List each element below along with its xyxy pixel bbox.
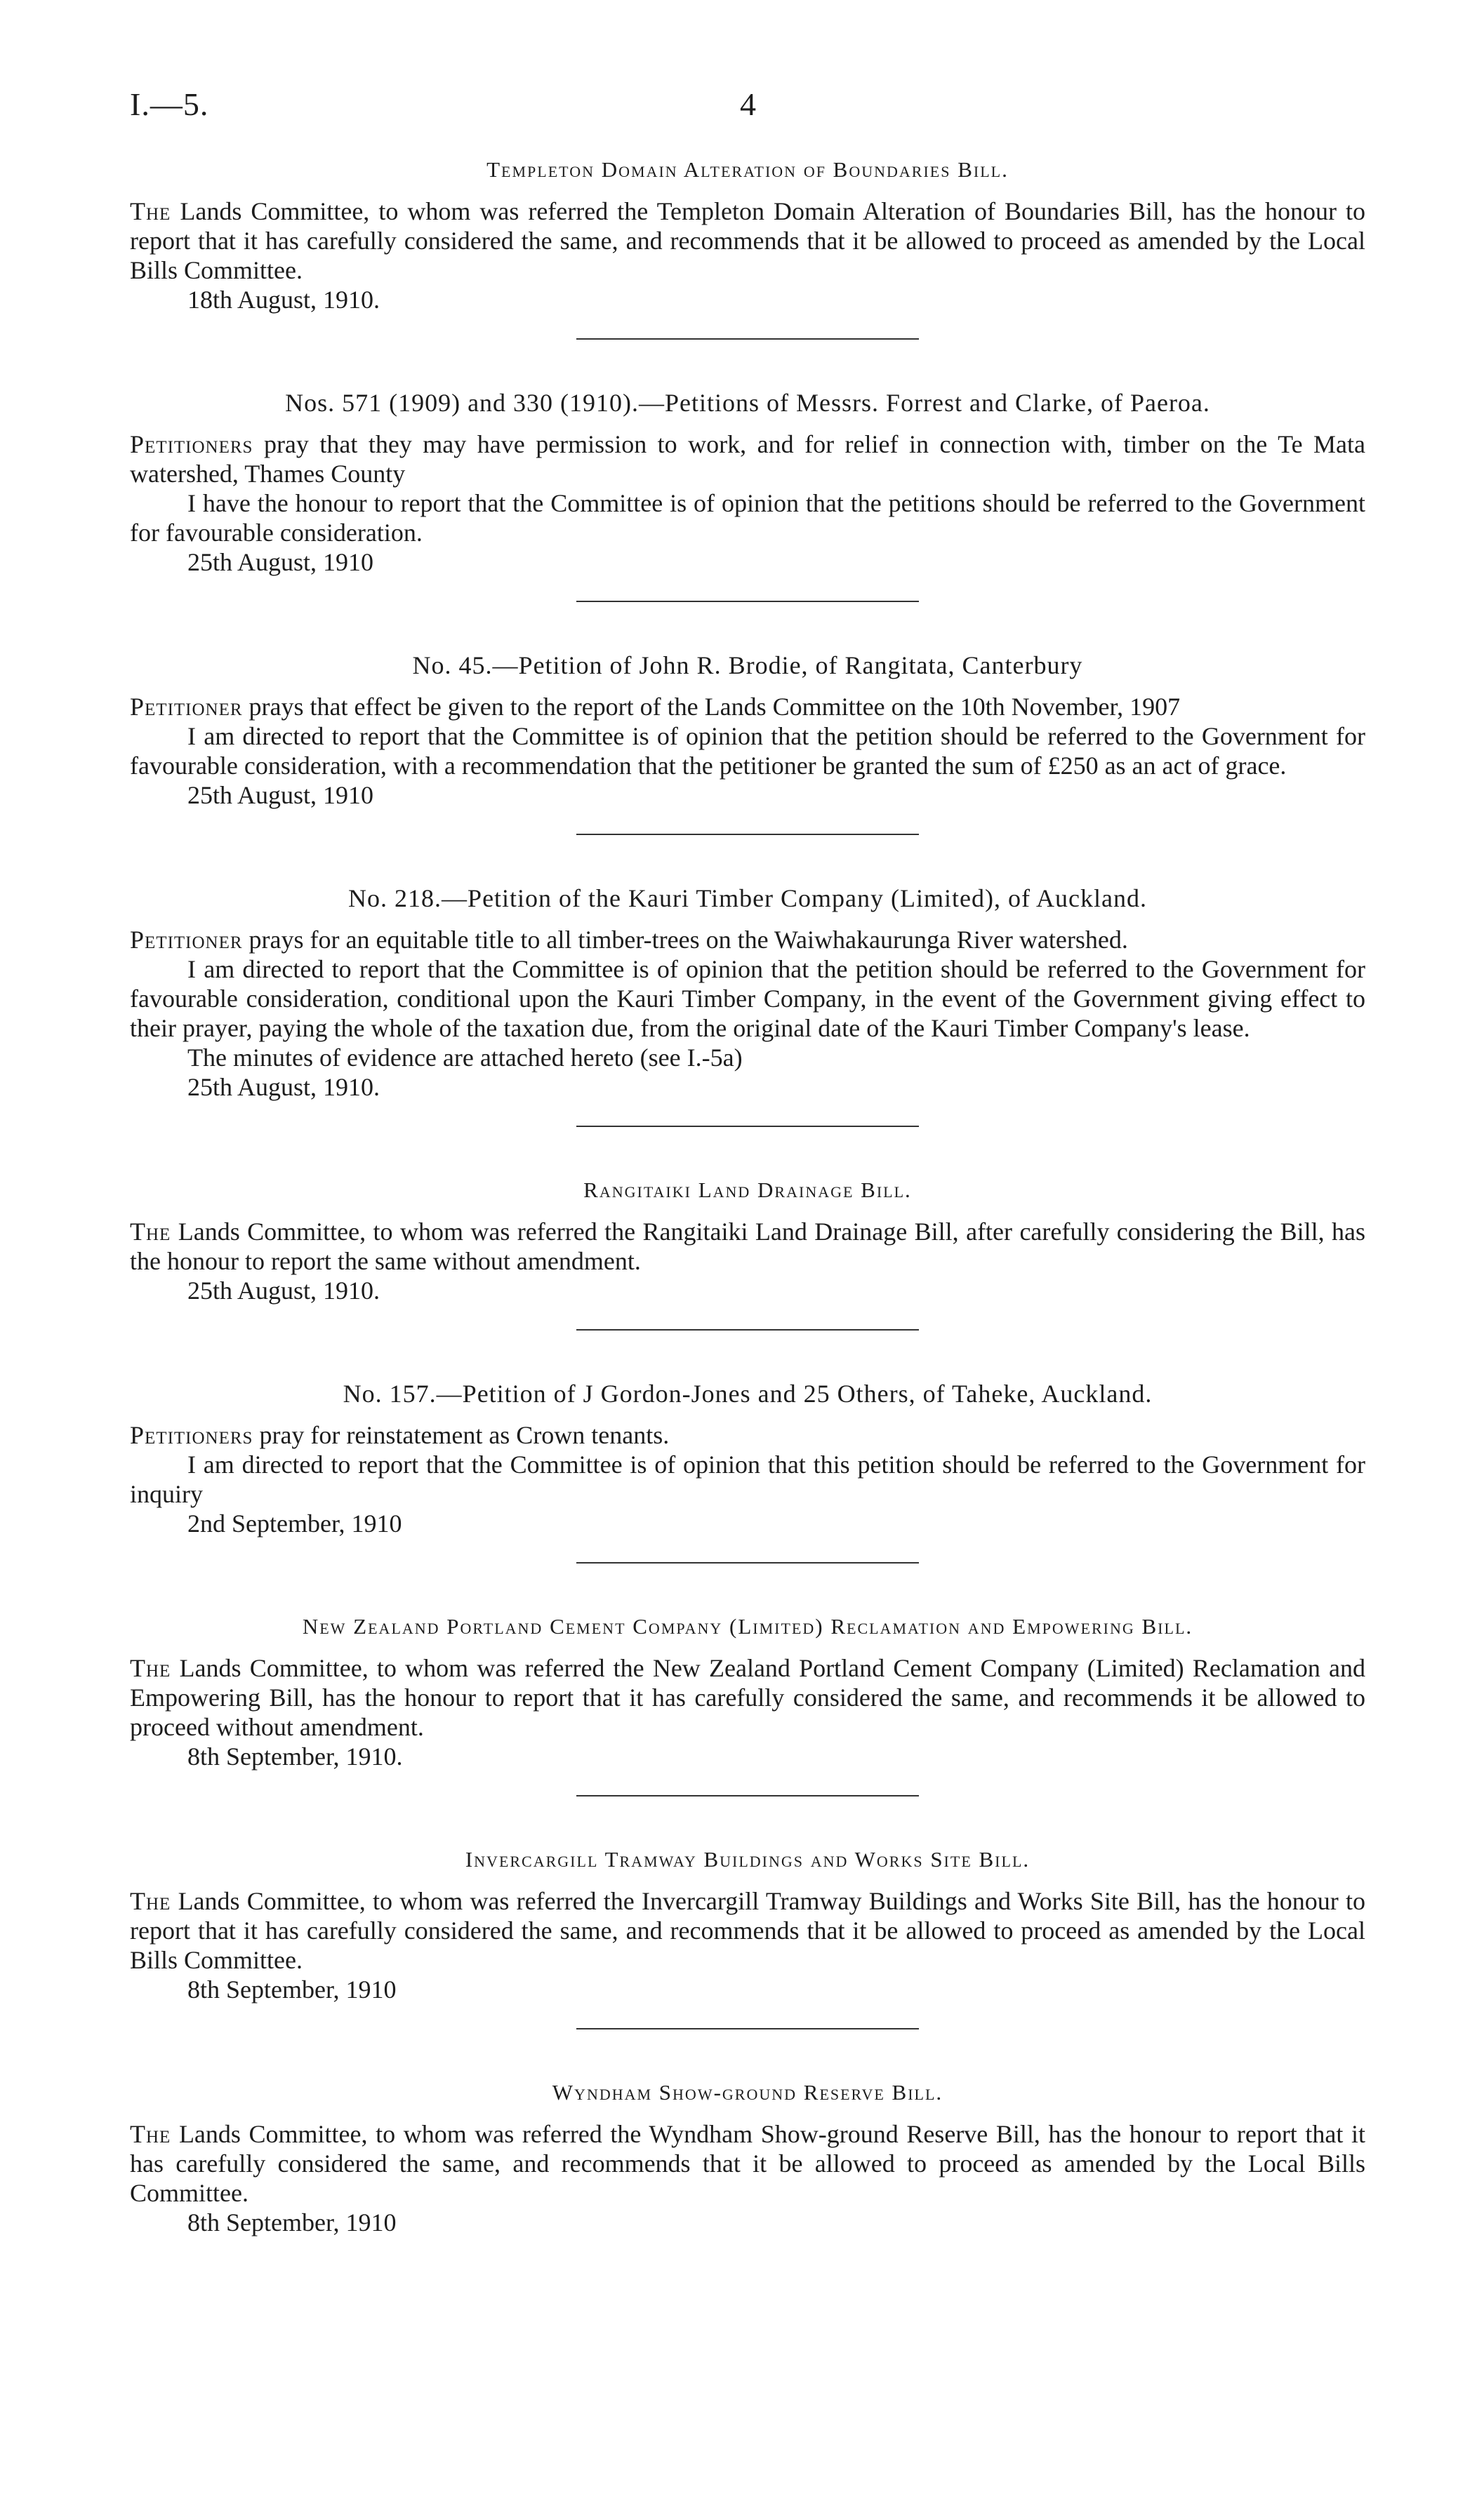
petition-paragraph bbox=[130, 429, 1365, 488]
report-date: 8th September, 1910 bbox=[187, 1975, 397, 2004]
page-number: 4 bbox=[740, 86, 756, 122]
report-paragraph: I am directed to report that the Committee is of opinion that the petition should be referred to the Government for favourable consideration, with a recommendation that the petitioner be granted the sum of £250 as an act of grace. bbox=[130, 722, 1365, 780]
report-invercargill-tramway bbox=[130, 1846, 1365, 2004]
lead-word: The bbox=[130, 197, 171, 225]
lead-word: Petitioners bbox=[130, 430, 253, 458]
report-paragraph bbox=[130, 1217, 1365, 1276]
lead-word: The bbox=[130, 1887, 171, 1915]
report-paragraph bbox=[130, 1886, 1365, 1975]
divider bbox=[576, 1126, 919, 1127]
lead-word: Petitioners bbox=[130, 1421, 253, 1449]
petition-gordon-jones bbox=[130, 1380, 1365, 1538]
report-portland-cement bbox=[130, 1613, 1365, 1771]
page-content bbox=[130, 156, 1365, 2237]
petition-paragraph bbox=[130, 1420, 1365, 1450]
report-date: 8th September, 1910 bbox=[187, 2208, 397, 2236]
petition-paragraph bbox=[130, 692, 1365, 721]
evidence-note: The minutes of evidence are attached hereto (see I.-5a) bbox=[187, 1044, 743, 1072]
report-date: 25th August, 1910. bbox=[187, 1276, 380, 1305]
section-heading: Rangitaiki Land Drainage Bill. bbox=[583, 1178, 912, 1202]
petition-kauri-timber bbox=[130, 884, 1365, 1102]
report-paragraph: I have the honour to report that the Committee is of opinion that the petitions should be referred to the Government for favourable consideration. bbox=[130, 489, 1365, 547]
report-paragraph bbox=[130, 1653, 1365, 1742]
lead-word: The bbox=[130, 1654, 171, 1682]
report-text: Lands Committee, to whom was referred the New Zealand Portland Cement Company (Limited) Reclamation and Empowering Bill, has the honour to report that it has carefully considered the same, and recommends it be allowed to proceed without amendment. bbox=[130, 1654, 1366, 1741]
section-heading: No. 218.—Petition of the Kauri Timber Company (Limited), of Auckland. bbox=[348, 884, 1147, 912]
report-date: 8th September, 1910. bbox=[187, 1742, 403, 1771]
report-date: 25th August, 1910. bbox=[187, 1073, 380, 1101]
report-rangitaiki-drainage bbox=[130, 1176, 1365, 1305]
report-paragraph bbox=[130, 196, 1365, 285]
divider bbox=[576, 1329, 919, 1331]
lead-word: Petitioner bbox=[130, 926, 243, 954]
divider bbox=[576, 1795, 919, 1796]
report-text: Lands Committee, to whom was referred the Templeton Domain Alteration of Boundaries Bill, has the honour to report that it has carefully considered the same, and recommends that it be allowed to proceed as amended by the Local Bills Committee. bbox=[130, 197, 1366, 284]
divider bbox=[576, 834, 919, 835]
divider bbox=[576, 338, 919, 340]
report-date: 25th August, 1910 bbox=[187, 781, 374, 809]
report-date: 2nd September, 1910 bbox=[187, 1509, 402, 1538]
section-heading: No. 45.—Petition of John R. Brodie, of Rangitata, Canterbury bbox=[412, 651, 1083, 679]
petition-text: pray that they may have permission to work, and for relief in connection with, timber on the Te Mata watershed, Thames County bbox=[130, 430, 1365, 488]
report-date: 18th August, 1910. bbox=[187, 286, 380, 314]
report-templeton-domain bbox=[130, 156, 1365, 314]
report-paragraph bbox=[130, 2119, 1365, 2208]
divider bbox=[576, 601, 919, 602]
lead-word: The bbox=[130, 2120, 171, 2148]
section-heading: New Zealand Portland Cement Company (Limited) Reclamation and Empowering Bill. bbox=[302, 1614, 1193, 1639]
lead-word: Petitioner bbox=[130, 693, 243, 721]
petition-forrest-clarke bbox=[130, 389, 1365, 577]
paper-reference: I.—5. bbox=[130, 86, 209, 122]
report-text: Lands Committee, to whom was referred the Invercargill Tramway Buildings and Works Site Bill, has the honour to report that it has carefully considered the same, and recommends that it be allowed to proceed as amended by the Local Bills Committee. bbox=[130, 1887, 1365, 1974]
lead-word: The bbox=[130, 1218, 171, 1246]
petition-paragraph bbox=[130, 925, 1365, 954]
section-heading: Wyndham Show-ground Reserve Bill. bbox=[552, 2080, 943, 2105]
petition-text: prays that effect be given to the report of the Lands Committee on the 10th November, 1907 bbox=[249, 693, 1181, 721]
section-heading: No. 157.—Petition of J Gordon-Jones and 25 Others, of Taheke, Auckland. bbox=[343, 1380, 1153, 1408]
petition-text: pray for reinstatement as Crown tenants. bbox=[259, 1421, 670, 1449]
petition-brodie bbox=[130, 651, 1365, 810]
petition-text: prays for an equitable title to all timber-trees on the Waiwhakaurunga River watershed. bbox=[249, 926, 1128, 954]
report-text: Lands Committee, to whom was referred the Wyndham Show-ground Reserve Bill, has the honour to report that it has carefully considered the same, and recommends that it be allowed to proceed as amended by the Local Bills Committee. bbox=[130, 2120, 1366, 2207]
report-paragraph: I am directed to report that the Committee is of opinion that the petition should be referred to the Government for favourable consideration, conditional upon the Kauri Timber Company, in the event of the Government giving effect to their prayer, paying the whole of the taxation due, from the original date of the Kauri Timber Company's lease. bbox=[130, 955, 1365, 1042]
divider bbox=[576, 1562, 919, 1564]
section-heading: Invercargill Tramway Buildings and Works Site Bill. bbox=[465, 1847, 1031, 1872]
report-wyndham-showground bbox=[130, 2079, 1365, 2237]
report-paragraph: I am directed to report that the Committee is of opinion that this petition should be referred to the Government for inquiry bbox=[130, 1451, 1365, 1508]
report-text: Lands Committee, to whom was referred the Rangitaiki Land Drainage Bill, after carefully considering the Bill, has the honour to report the same without amendment. bbox=[130, 1218, 1365, 1275]
report-date: 25th August, 1910 bbox=[187, 548, 374, 576]
section-heading: Nos. 571 (1909) and 330 (1910).—Petitions of Messrs. Forrest and Clarke, of Paeroa. bbox=[285, 389, 1210, 417]
divider bbox=[576, 2028, 919, 2029]
section-heading: Templeton Domain Alteration of Boundaries Bill. bbox=[486, 157, 1009, 182]
